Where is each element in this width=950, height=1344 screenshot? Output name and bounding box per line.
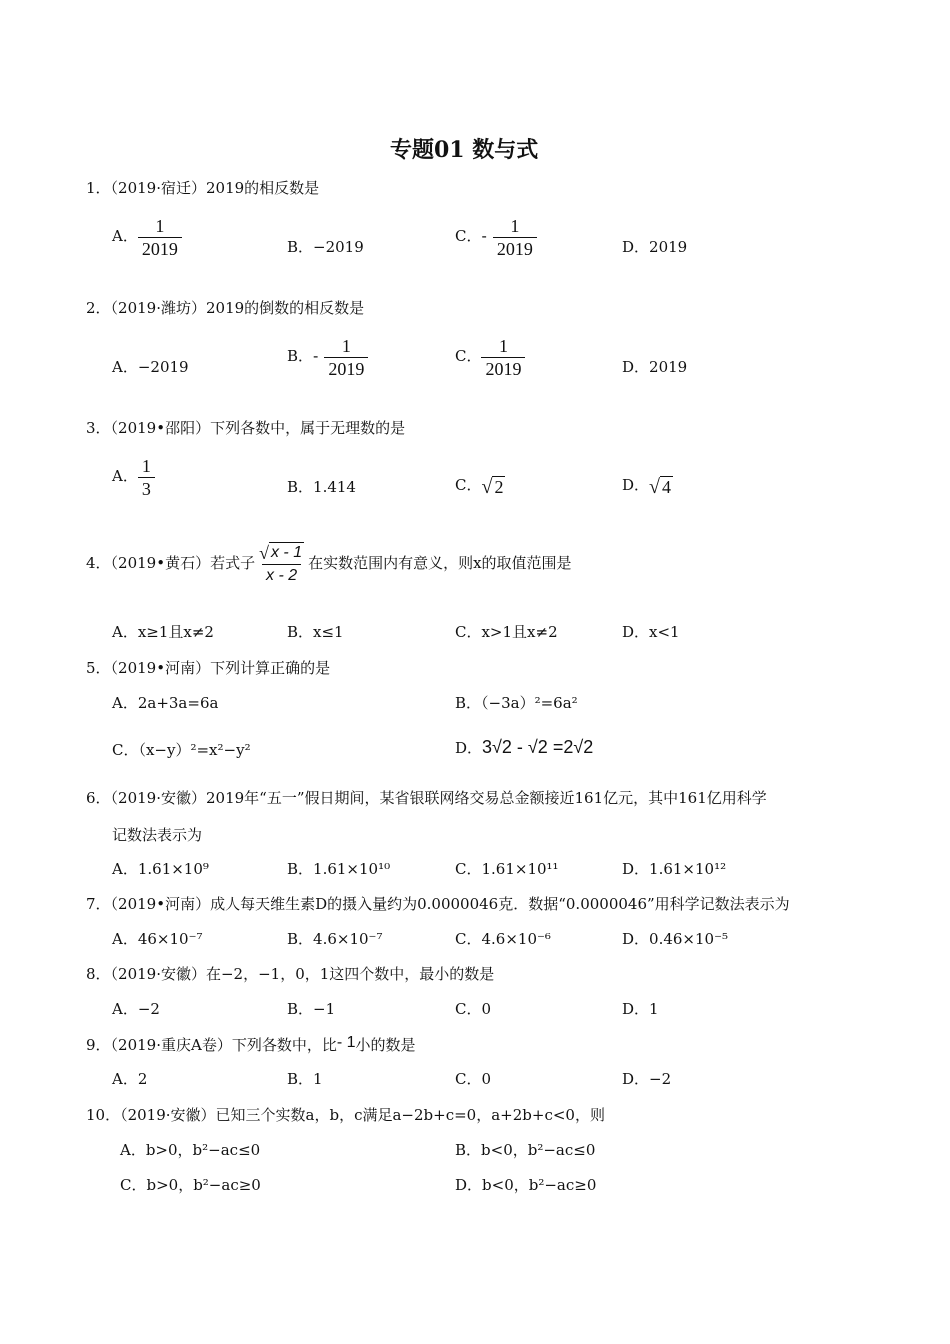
- q1-option-d: D．2019: [622, 238, 688, 256]
- numerator: 1: [141, 455, 151, 476]
- q3-option-b: B．1.414: [287, 478, 356, 496]
- denominator: 2019: [481, 357, 525, 380]
- q1-option-b: B．−2019: [287, 238, 364, 256]
- fraction: [255, 542, 308, 587]
- q5-option-c: C．（x−y）²=x²−y²: [112, 741, 251, 759]
- q4-option-d: D．x<1: [622, 623, 680, 641]
- q4-option-c: C．x>1且x≠2: [455, 623, 558, 641]
- q1-option-c: [455, 212, 537, 261]
- q3-option-c: [455, 475, 505, 497]
- q7-option-d: D．0.46×10⁻⁵: [622, 930, 729, 948]
- question-3-stem: 3．（2019•邵阳）下列各数中，属于无理数的是: [86, 419, 406, 437]
- fraction: [324, 335, 368, 380]
- q8-option-c: C．0: [455, 1000, 492, 1018]
- q2-option-b: [287, 332, 368, 381]
- question-8-stem: 8．（2019·安徽）在−2，−1，0，1这四个数中，最小的数是: [86, 965, 495, 983]
- q7-option-a: A．46×10⁻⁷: [112, 930, 203, 948]
- question-6-stem: 6．（2019·安徽）2019年“五一”假日期间，某省银联网络交易总金额接近161亿元，其中161亿用科学: [86, 789, 767, 807]
- q8-option-d: D．1: [622, 1000, 659, 1018]
- q9-option-c: C．0: [455, 1070, 492, 1088]
- denominator: 2019: [324, 357, 368, 380]
- fraction: [481, 335, 525, 380]
- negative-sign: -: [481, 228, 487, 245]
- q9-option-a: A．2: [112, 1070, 148, 1088]
- question-10-stem: 10．（2019·安徽）已知三个实数a，b，c满足a−2b+c=0，a+2b+c<0，则: [86, 1106, 605, 1124]
- q6-option-d: D．1.61×10¹²: [622, 860, 727, 878]
- math-expression: 3√2 - √2 =2√2: [482, 737, 594, 757]
- q8-option-a: A．−2: [112, 1000, 160, 1018]
- q9-option-b: B．1: [287, 1070, 323, 1088]
- q10-option-c: C．b>0，b²−ac≥0: [120, 1176, 261, 1194]
- q6-option-c: C．1.61×10¹¹: [455, 860, 559, 878]
- option-label: D．: [455, 739, 483, 757]
- option-label: C．: [455, 347, 482, 365]
- q7-option-b: B．4.6×10⁻⁷: [287, 930, 383, 948]
- option-label: A．: [112, 227, 138, 245]
- question-9-stem: [86, 1035, 416, 1056]
- q3-option-d: [622, 475, 673, 497]
- numerator: 1: [341, 335, 351, 356]
- q9-option-d: D．−2: [622, 1070, 672, 1088]
- q3-option-a: [112, 452, 155, 500]
- square-root: √ 4: [649, 475, 672, 498]
- fraction: [138, 455, 155, 500]
- q5-option-b: B．（−3a）²=6a²: [455, 694, 578, 712]
- stem-text: 9．（2019·重庆A卷）下列各数中，比: [86, 1036, 337, 1054]
- fraction: [138, 215, 182, 260]
- q2-option-d: D．2019: [622, 358, 688, 376]
- q4-option-a: A．x≥1且x≠2: [112, 623, 214, 641]
- denominator: 2019: [493, 237, 537, 260]
- option-label: B．: [287, 347, 314, 365]
- numerator: [255, 542, 308, 564]
- q10-option-b: B．b<0，b²−ac≤0: [455, 1141, 596, 1159]
- denominator: x - 2: [262, 564, 301, 587]
- numerator: 1: [155, 215, 165, 236]
- denominator: 2019: [138, 237, 182, 260]
- q2-option-c: [455, 332, 525, 380]
- option-label: D．: [622, 476, 650, 494]
- square-root: √ 2: [481, 475, 504, 498]
- option-label: A．: [112, 467, 138, 485]
- q1-option-a: [112, 212, 182, 260]
- q5-option-d: [455, 732, 593, 763]
- question-7-stem: 7．（2019•河南）成人每天维生素D的摄入量约为0.0000046克．数据“0.0000046”用科学记数法表示为: [86, 895, 790, 913]
- stem-text: 4．（2019•黄石）若式子: [86, 554, 256, 572]
- q2-option-a: A．−2019: [112, 358, 189, 376]
- question-6-stem-cont: 记数法表示为: [112, 826, 203, 844]
- radicand: 2: [494, 476, 504, 497]
- square-root: √ x - 1: [259, 542, 303, 563]
- question-1-stem: 1．（2019·宿迁）2019的相反数是: [86, 179, 320, 197]
- question-2-stem: 2．（2019·潍坊）2019的倒数的相反数是: [86, 299, 365, 317]
- radicand: x - 1: [270, 543, 303, 561]
- negative-sign: -: [313, 348, 319, 365]
- denominator: 3: [138, 477, 155, 500]
- q4-option-b: B．x≤1: [287, 623, 344, 641]
- q5-option-a: A．2a+3a=6a: [112, 694, 219, 712]
- q10-option-a: A．b>0，b²−ac≤0: [120, 1141, 261, 1159]
- fraction: [493, 215, 537, 260]
- q6-option-a: A．1.61×10⁹: [112, 860, 209, 878]
- stem-text: 在实数范围内有意义，则x的取值范围是: [308, 554, 572, 572]
- numerator: 1: [510, 215, 520, 236]
- math-inline: - 1: [336, 1034, 356, 1051]
- q7-option-c: C．4.6×10⁻⁶: [455, 930, 551, 948]
- question-4-stem: [86, 537, 572, 589]
- option-label: C．: [455, 227, 482, 245]
- option-label: C．: [455, 476, 482, 494]
- radicand: 4: [662, 476, 672, 497]
- q8-option-b: B．−1: [287, 1000, 336, 1018]
- page-title: 专题01 数与式: [390, 137, 539, 163]
- q6-option-b: B．1.61×10¹⁰: [287, 860, 391, 878]
- numerator: 1: [498, 335, 508, 356]
- stem-text: 小的数是: [355, 1036, 416, 1054]
- question-5-stem: 5．（2019•河南）下列计算正确的是: [86, 659, 331, 677]
- q10-option-d: D．b<0，b²−ac≥0: [455, 1176, 597, 1194]
